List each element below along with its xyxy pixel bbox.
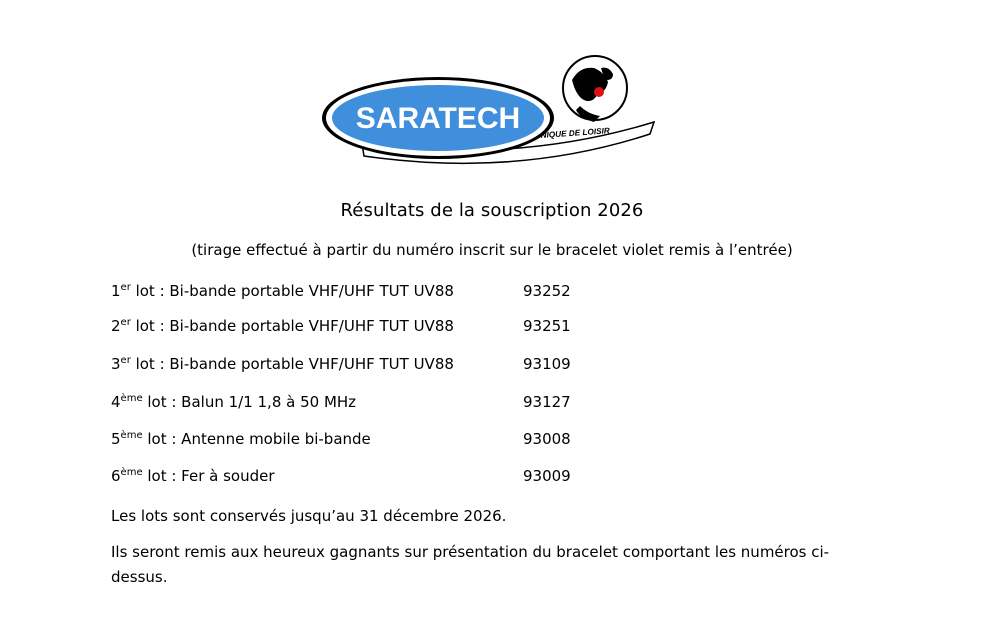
conservation-note: Les lots sont conservés jusqu’au 31 décembre 2026. [111,507,507,525]
lot-number: 93109 [523,355,571,373]
lot-row-4 [111,393,711,415]
lot-label: 4ème lot : Balun 1/1 1,8 à 50 MHz [111,393,357,411]
lot-label: 6ème lot : Fer à souder [111,467,275,485]
lot-number: 93008 [523,430,571,448]
lot-number: 93251 [523,317,571,335]
handover-note: Ils seront remis aux heureux gagnants sur présentation du bracelet comportant les numéros ci-dessus. [111,543,830,586]
lot-number: 93252 [523,282,571,300]
lot-row-1 [111,282,711,304]
page-subtitle: (tirage effectué à partir du numéro inscrit sur le bracelet violet remis à l’entrée) [191,241,793,259]
saratech-logo [318,46,656,170]
lot-number: 93127 [523,393,571,411]
lot-label: 2er lot : Bi-bande portable VHF/UHF TUT UV88 [111,317,454,335]
lot-number: 93009 [523,467,571,485]
tagline-text: DE LOISIR [568,126,611,139]
page-title: Résultats de la souscription 2026 [340,200,644,221]
lot-row-3 [111,355,711,377]
lot-label: 1er lot : Bi-bande portable VHF/UHF TUT UV88 [111,282,454,300]
lot-label: 5ème lot : Antenne mobile bi-bande [111,430,371,448]
lot-row-5 [111,430,711,452]
lot-row-6 [111,467,711,489]
lot-label: 3er lot : Bi-bande portable VHF/UHF TUT UV88 [111,355,454,373]
brand-text: SARATECH [355,102,521,135]
globe-icon [563,56,627,122]
lot-row-2 [111,317,711,339]
